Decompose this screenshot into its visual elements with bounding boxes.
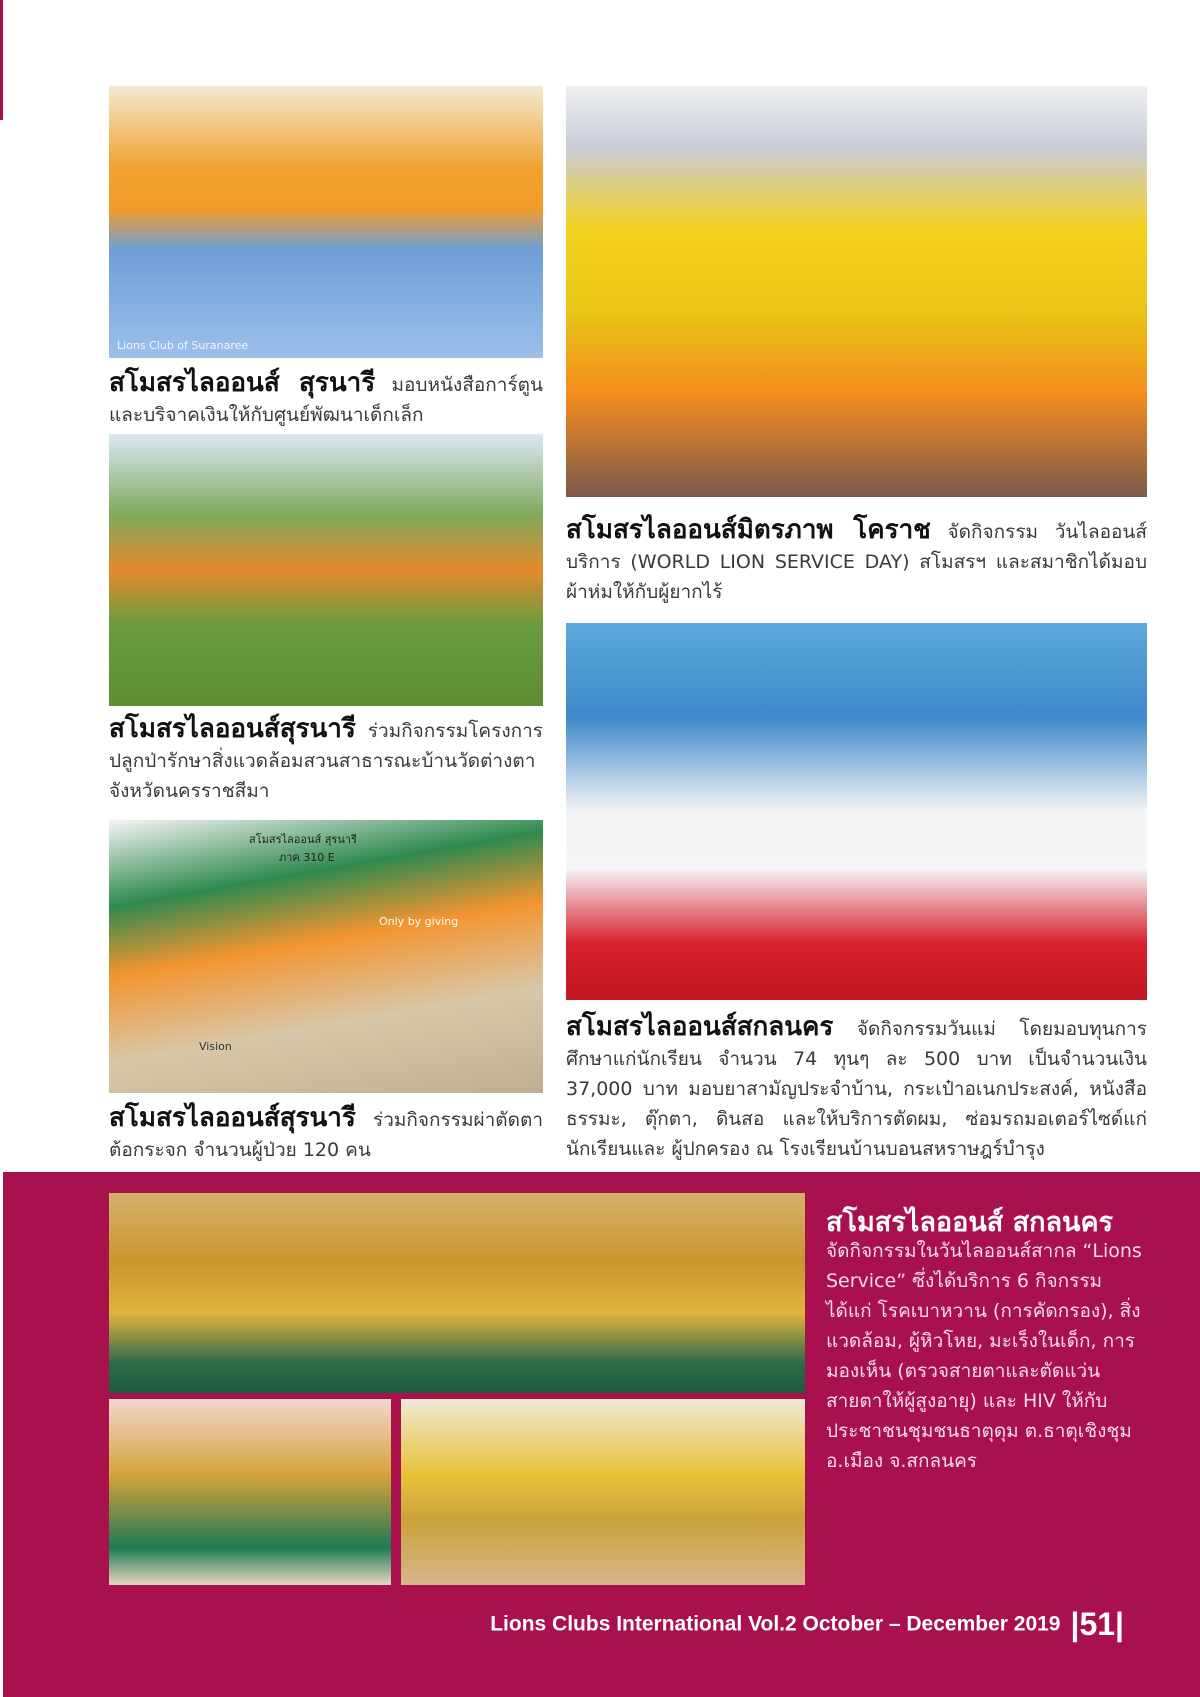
band-body-text: จัดกิจกรรมในวันไลออนส์สากล “Lions Service” ซึ่งได้บริการ 6 กิจกรรม ได้แก่ โรคเบาหวาน (การคัดกรอง), สิ่งแวดล้อม, ผู้หิวโหย, มะเร็งในเด็ก, การมองเห็น (ตรวจสายตาและตัดแว่นสายตาให้ผู้สูงอายุ) และ HIV ให้กับประชาชนชุมชนธาตุดุม ต.ธาตุเชิงชุม อ.เมือง จ.สกลนคร <box>826 1240 1142 1472</box>
club-name: สโมสรไลออนส์ สุรนารี <box>109 368 376 398</box>
photo-suranaree-cartoon-books <box>109 86 543 358</box>
photo-sakon-nakhon-scholarships <box>566 623 1147 1000</box>
caption-text: จัดกิจกรรมวันแม่ โดยมอบทุนการศึกษาแก่นักเรียน จำนวน 74 ทุนๆ ละ 500 บาท เป็นจำนวนเงิน 37,000 บาท มอบยาสามัญประจำบ้าน, กระเป๋าอเนกประสงค์, หนังสือธรรมะ, ตุ๊กตา, ดินสอ และให้บริการตัดผม, ซ่อมรถมอเตอร์ไซด์แก่นักเรียนและ ผู้ปกครอง ณ โรงเรียนบ้านบอนสหราษฎร์บำรุง <box>566 1018 1147 1160</box>
photo-sign-sub-text: ภาค 310 E <box>279 851 335 864</box>
caption-text: ร่วมกิจกรรมโครงการปลูกป่ารักษาสิ่งแวดล้อมสวนสาธารณะบ้านวัดต่างตา จังหวัดนครราชสีมา <box>109 720 543 802</box>
club-name: สโมสรไลออนส์มิตรภาพ โคราช <box>566 515 931 545</box>
photo-sakon-nakhon-group <box>109 1193 805 1393</box>
club-name: สโมสรไลออนส์สุรนารี <box>109 1103 356 1133</box>
band-heading: สโมสรไลออนส์ สกลนคร <box>826 1207 1114 1238</box>
edge-marker <box>0 0 3 120</box>
photo-only-by-giving-text: Only by giving <box>379 915 459 928</box>
photo-korat-blanket-donation <box>566 86 1147 497</box>
caption-suranaree-tree-planting <box>109 714 543 806</box>
photo-banner-text: Lions Club of Suranaree <box>117 339 249 352</box>
caption-sakon-nakhon-mothers-day <box>566 1012 1147 1164</box>
photo-sakon-nakhon-elderly <box>109 1399 391 1585</box>
caption-suranaree-books <box>109 368 543 430</box>
photo-suranaree-tree-planting <box>109 434 543 706</box>
page-number: |51| <box>1070 1606 1124 1642</box>
magazine-title: Lions Clubs International Vol.2 October – December 2019 <box>490 1612 1061 1636</box>
photo-vision-card-text: Vision <box>199 1040 232 1053</box>
photo-sakon-nakhon-wheelchair <box>401 1399 805 1585</box>
page-footer <box>490 1606 1124 1643</box>
caption-text: มอบหนังสือการ์ตูนและบริจาคเงินให้กับศูนย์พัฒนาเด็กเล็ก <box>109 374 543 426</box>
caption-korat-service-day <box>566 515 1147 607</box>
photo-sign-text: สโมสรไลออนส์ สุรนารี <box>249 833 357 846</box>
caption-suranaree-cataract <box>109 1103 543 1165</box>
photo-suranaree-cataract-surgery <box>109 820 543 1093</box>
caption-text: ร่วมกิจกรรมผ่าตัดตาต้อกระจก จำนวนผู้ป่วย 120 คน <box>109 1109 543 1161</box>
caption-text: จัดกิจกรรม วันไลออนส์บริการ (WORLD LION SERVICE DAY) สโมสรฯ และสมาชิกได้มอบผ้าห่มให้กับผู้ยากไร้ <box>566 521 1147 603</box>
club-name: สโมสรไลออนส์สกลนคร <box>566 1012 834 1042</box>
club-name: สโมสรไลออนส์สุรนารี <box>109 714 356 744</box>
